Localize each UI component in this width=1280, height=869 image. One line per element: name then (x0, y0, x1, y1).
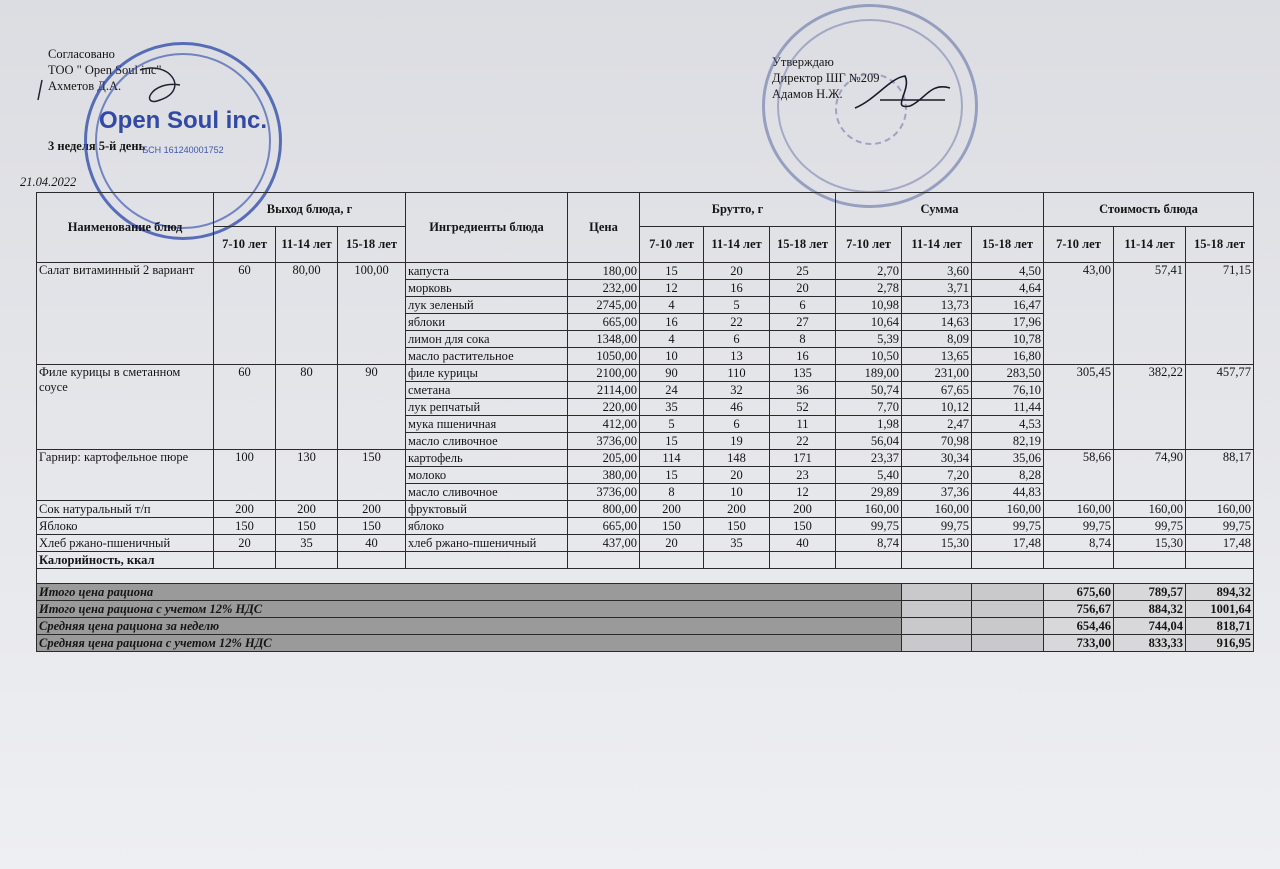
ingredient-sum: 7,20 (902, 467, 972, 484)
header-gross: Брутто, г (640, 193, 836, 227)
ingredient-sum: 2,70 (836, 263, 902, 280)
ingredient-gross: 6 (704, 331, 770, 348)
ingredient-sum: 37,36 (902, 484, 972, 501)
dish-yield: 60 (214, 365, 276, 450)
ingredient-price: 3736,00 (568, 433, 640, 450)
ingredient-sum: 160,00 (902, 501, 972, 518)
ingredient-gross: 8 (770, 331, 836, 348)
dish-yield: 150 (214, 518, 276, 535)
ingredient-gross: 20 (640, 535, 704, 552)
ingredient-sum: 2,47 (902, 416, 972, 433)
ingredient-sum: 10,98 (836, 297, 902, 314)
empty-cell (902, 552, 972, 569)
approval-right-line1: Утверждаю (772, 55, 834, 69)
ingredient-sum: 2,78 (836, 280, 902, 297)
dish-cost: 99,75 (1186, 518, 1254, 535)
age-header: 15-18 лет (770, 227, 836, 263)
empty-cell (1186, 552, 1254, 569)
dish-cost: 160,00 (1114, 501, 1186, 518)
empty-cell (902, 635, 972, 652)
dish-cost: 57,41 (1114, 263, 1186, 365)
dish-cost: 15,30 (1114, 535, 1186, 552)
total-value: 756,67 (1044, 601, 1114, 618)
ingredient-sum: 99,75 (836, 518, 902, 535)
signature-right (850, 70, 960, 120)
empty-cell (972, 618, 1044, 635)
stamp-company-name: Open Soul inc. (98, 107, 267, 134)
ingredient-gross: 200 (770, 501, 836, 518)
ingredient-gross: 90 (640, 365, 704, 382)
dish-yield: 100,00 (338, 263, 406, 365)
ingredient-name: фруктовый (406, 501, 568, 518)
ingredient-sum: 3,60 (902, 263, 972, 280)
ingredient-gross: 5 (704, 297, 770, 314)
ingredient-name: капуста (406, 263, 568, 280)
ingredient-gross: 27 (770, 314, 836, 331)
age-header: 11-14 лет (704, 227, 770, 263)
ingredient-gross: 15 (640, 433, 704, 450)
ingredient-name: лук зеленый (406, 297, 568, 314)
empty-cell (640, 552, 704, 569)
age-header: 15-18 лет (972, 227, 1044, 263)
calories-label: Калорийность, ккал (37, 552, 214, 569)
age-header: 7-10 лет (640, 227, 704, 263)
document-date: 21.04.2022 (20, 175, 77, 189)
ingredient-sum: 189,00 (836, 365, 902, 382)
total-row (37, 601, 1254, 618)
dish-yield: 80 (276, 365, 338, 450)
ingredient-gross: 20 (704, 263, 770, 280)
dish-yield: 200 (338, 501, 406, 518)
empty-cell (37, 569, 1254, 584)
age-header: 15-18 лет (1186, 227, 1254, 263)
dish-cost: 74,90 (1114, 450, 1186, 501)
age-header: 7-10 лет (1044, 227, 1114, 263)
ingredient-gross: 4 (640, 297, 704, 314)
ingredient-gross: 150 (704, 518, 770, 535)
ingredient-gross: 23 (770, 467, 836, 484)
total-value: 654,46 (1044, 618, 1114, 635)
dish-yield: 90 (338, 365, 406, 450)
empty-cell (1114, 552, 1186, 569)
ingredient-gross: 24 (640, 382, 704, 399)
total-value: 818,71 (1186, 618, 1254, 635)
ingredient-price: 232,00 (568, 280, 640, 297)
total-row (37, 584, 1254, 601)
header-cost: Стоимость блюда (1044, 193, 1254, 227)
table-row (37, 365, 1254, 382)
ingredient-sum: 70,98 (902, 433, 972, 450)
ingredient-sum: 44,83 (972, 484, 1044, 501)
dish-yield: 100 (214, 450, 276, 501)
ingredient-gross: 20 (704, 467, 770, 484)
dish-cost: 88,17 (1186, 450, 1254, 501)
dish-name: Филе курицы в сметанном соусе (37, 365, 214, 450)
ingredient-name: лук репчатый (406, 399, 568, 416)
dish-yield: 60 (214, 263, 276, 365)
ingredient-name: филе курицы (406, 365, 568, 382)
dish-yield: 150 (338, 518, 406, 535)
table-row (37, 535, 1254, 552)
ingredient-sum: 4,50 (972, 263, 1044, 280)
ingredient-sum: 5,40 (836, 467, 902, 484)
ingredient-price: 380,00 (568, 467, 640, 484)
ingredient-sum: 13,65 (902, 348, 972, 365)
empty-cell (704, 552, 770, 569)
ingredient-price: 2100,00 (568, 365, 640, 382)
total-value: 884,32 (1114, 601, 1186, 618)
age-header: 15-18 лет (338, 227, 406, 263)
header-price: Цена (568, 193, 640, 263)
header-ingredients: Ингредиенты блюда (406, 193, 568, 263)
ingredient-name: масло сливочное (406, 433, 568, 450)
approval-left-line3: Ахметов Д.А. (48, 79, 122, 93)
dish-cost: 160,00 (1044, 501, 1114, 518)
dish-yield: 20 (214, 535, 276, 552)
empty-cell (770, 552, 836, 569)
ingredient-sum: 7,70 (836, 399, 902, 416)
dish-cost: 8,74 (1044, 535, 1114, 552)
totals-body (37, 584, 1254, 652)
ingredient-price: 2745,00 (568, 297, 640, 314)
dish-yield: 35 (276, 535, 338, 552)
empty-cell (972, 584, 1044, 601)
empty-cell (972, 635, 1044, 652)
ingredient-gross: 150 (770, 518, 836, 535)
header-sum: Сумма (836, 193, 1044, 227)
ingredient-name: масло сливочное (406, 484, 568, 501)
ingredient-sum: 82,19 (972, 433, 1044, 450)
empty-cell (338, 552, 406, 569)
ingredient-gross: 6 (704, 416, 770, 433)
total-label: Средняя цена рациона с учетом 12% НДС (37, 635, 902, 652)
ingredient-price: 205,00 (568, 450, 640, 467)
total-label: Итого цена рациона (37, 584, 902, 601)
ingredient-price: 412,00 (568, 416, 640, 433)
signature-left (30, 60, 230, 120)
ingredient-sum: 160,00 (836, 501, 902, 518)
total-label: Средняя цена рациона за неделю (37, 618, 902, 635)
ingredient-price: 800,00 (568, 501, 640, 518)
ingredient-sum: 35,06 (972, 450, 1044, 467)
dish-yield: 150 (276, 518, 338, 535)
ingredient-gross: 36 (770, 382, 836, 399)
ingredient-price: 3736,00 (568, 484, 640, 501)
approval-left-line2: ТОО " Open Soul inc" (48, 63, 162, 77)
ingredient-name: яблоко (406, 518, 568, 535)
age-header: 7-10 лет (836, 227, 902, 263)
ingredient-sum: 10,78 (972, 331, 1044, 348)
dish-yield: 80,00 (276, 263, 338, 365)
ingredient-gross: 40 (770, 535, 836, 552)
empty-cell (972, 601, 1044, 618)
empty-cell (214, 552, 276, 569)
dish-name: Гарнир: картофельное пюре (37, 450, 214, 501)
ingredient-sum: 50,74 (836, 382, 902, 399)
ingredient-gross: 32 (704, 382, 770, 399)
approval-left-line1: Согласовано (48, 47, 115, 61)
age-header: 11-14 лет (902, 227, 972, 263)
ingredient-sum: 17,48 (972, 535, 1044, 552)
ingredient-sum: 4,64 (972, 280, 1044, 297)
ingredient-gross: 10 (704, 484, 770, 501)
ingredient-name: морковь (406, 280, 568, 297)
dish-yield: 130 (276, 450, 338, 501)
ingredient-sum: 4,53 (972, 416, 1044, 433)
ingredient-name: хлеб ржано-пшеничный (406, 535, 568, 552)
ingredient-sum: 14,63 (902, 314, 972, 331)
ingredient-gross: 4 (640, 331, 704, 348)
ingredient-name: мука пшеничная (406, 416, 568, 433)
ingredient-price: 665,00 (568, 518, 640, 535)
menu-body (37, 263, 1254, 584)
ingredient-sum: 283,50 (972, 365, 1044, 382)
dish-name: Яблоко (37, 518, 214, 535)
ingredient-price: 437,00 (568, 535, 640, 552)
ingredient-sum: 16,47 (972, 297, 1044, 314)
header-yield: Выход блюда, г (214, 193, 406, 227)
total-row (37, 635, 1254, 652)
ingredient-sum: 99,75 (902, 518, 972, 535)
ingredient-gross: 110 (704, 365, 770, 382)
ingredient-sum: 8,09 (902, 331, 972, 348)
ingredient-name: картофель (406, 450, 568, 467)
empty-cell (902, 601, 972, 618)
ingredient-sum: 15,30 (902, 535, 972, 552)
ingredient-gross: 15 (640, 263, 704, 280)
ingredient-gross: 46 (704, 399, 770, 416)
dish-cost: 99,75 (1044, 518, 1114, 535)
total-value: 1001,64 (1186, 601, 1254, 618)
dish-name: Хлеб ржано-пшеничный (37, 535, 214, 552)
empty-cell (972, 552, 1044, 569)
dish-cost: 99,75 (1114, 518, 1186, 535)
dish-yield: 40 (338, 535, 406, 552)
ingredient-gross: 6 (770, 297, 836, 314)
ingredient-gross: 10 (640, 348, 704, 365)
empty-cell (902, 618, 972, 635)
ingredient-gross: 13 (704, 348, 770, 365)
ingredient-sum: 11,44 (972, 399, 1044, 416)
menu-table (36, 192, 1254, 652)
table-row (37, 263, 1254, 280)
ingredient-price: 1050,00 (568, 348, 640, 365)
ingredient-gross: 150 (640, 518, 704, 535)
ingredient-gross: 20 (770, 280, 836, 297)
ingredient-sum: 67,65 (902, 382, 972, 399)
ingredient-sum: 99,75 (972, 518, 1044, 535)
empty-cell (1044, 552, 1114, 569)
ingredient-gross: 114 (640, 450, 704, 467)
empty-cell (568, 552, 640, 569)
total-value: 744,04 (1114, 618, 1186, 635)
ingredient-gross: 19 (704, 433, 770, 450)
ingredient-gross: 5 (640, 416, 704, 433)
dish-yield: 200 (214, 501, 276, 518)
ingredient-name: масло растительное (406, 348, 568, 365)
ingredient-sum: 56,04 (836, 433, 902, 450)
approval-right-line2: Директор ШГ №209 (772, 71, 880, 85)
ingredient-gross: 200 (640, 501, 704, 518)
age-header: 11-14 лет (1114, 227, 1186, 263)
age-header: 7-10 лет (214, 227, 276, 263)
dish-yield: 200 (276, 501, 338, 518)
empty-cell (406, 552, 568, 569)
ingredient-sum: 30,34 (902, 450, 972, 467)
dish-cost: 43,00 (1044, 263, 1114, 365)
ingredient-gross: 16 (704, 280, 770, 297)
ingredient-name: молоко (406, 467, 568, 484)
ingredient-gross: 11 (770, 416, 836, 433)
header-dish-name: Наименование блюд (37, 193, 214, 263)
dish-name: Сок натуральный т/п (37, 501, 214, 518)
ingredient-gross: 15 (640, 467, 704, 484)
spacer-row (37, 569, 1254, 584)
dish-cost: 71,15 (1186, 263, 1254, 365)
empty-cell (902, 584, 972, 601)
ingredient-gross: 135 (770, 365, 836, 382)
ingredient-gross: 35 (704, 535, 770, 552)
dish-cost: 305,45 (1044, 365, 1114, 450)
ingredient-name: яблоки (406, 314, 568, 331)
total-value: 675,60 (1044, 584, 1114, 601)
ingredient-gross: 200 (704, 501, 770, 518)
dish-cost: 160,00 (1186, 501, 1254, 518)
dish-name: Салат витаминный 2 вариант (37, 263, 214, 365)
ingredient-sum: 10,64 (836, 314, 902, 331)
ingredient-sum: 1,98 (836, 416, 902, 433)
ingredient-sum: 23,37 (836, 450, 902, 467)
total-value: 916,95 (1186, 635, 1254, 652)
ingredient-name: сметана (406, 382, 568, 399)
table-row (37, 501, 1254, 518)
ingredient-sum: 76,10 (972, 382, 1044, 399)
ingredient-price: 2114,00 (568, 382, 640, 399)
table-row (37, 518, 1254, 535)
ingredient-gross: 22 (770, 433, 836, 450)
ingredient-gross: 12 (640, 280, 704, 297)
ingredient-sum: 5,39 (836, 331, 902, 348)
stamp-bin: БСН 161240001752 (142, 145, 224, 155)
total-label: Итого цена рациона с учетом 12% НДС (37, 601, 902, 618)
ingredient-gross: 16 (770, 348, 836, 365)
ingredient-gross: 8 (640, 484, 704, 501)
dish-cost: 457,77 (1186, 365, 1254, 450)
approval-right-line3: Адамов Н.Ж. (772, 87, 843, 101)
ingredient-gross: 12 (770, 484, 836, 501)
dish-yield: 150 (338, 450, 406, 501)
ingredient-sum: 29,89 (836, 484, 902, 501)
ingredient-gross: 16 (640, 314, 704, 331)
ingredient-sum: 3,71 (902, 280, 972, 297)
total-row (37, 618, 1254, 635)
ingredient-sum: 13,73 (902, 297, 972, 314)
ingredient-gross: 148 (704, 450, 770, 467)
ingredient-sum: 8,28 (972, 467, 1044, 484)
dish-cost: 17,48 (1186, 535, 1254, 552)
empty-cell (836, 552, 902, 569)
dish-cost: 382,22 (1114, 365, 1186, 450)
ingredient-sum: 8,74 (836, 535, 902, 552)
week-day-title: 3 неделя 5-й день (48, 139, 146, 153)
total-value: 789,57 (1114, 584, 1186, 601)
ingredient-name: лимон для сока (406, 331, 568, 348)
ingredient-price: 220,00 (568, 399, 640, 416)
ingredient-gross: 171 (770, 450, 836, 467)
calories-row (37, 552, 1254, 569)
ingredient-price: 1348,00 (568, 331, 640, 348)
ingredient-price: 665,00 (568, 314, 640, 331)
empty-cell (276, 552, 338, 569)
ingredient-sum: 17,96 (972, 314, 1044, 331)
ingredient-gross: 22 (704, 314, 770, 331)
ingredient-gross: 52 (770, 399, 836, 416)
ingredient-sum: 10,50 (836, 348, 902, 365)
total-value: 733,00 (1044, 635, 1114, 652)
total-value: 833,33 (1114, 635, 1186, 652)
ingredient-sum: 160,00 (972, 501, 1044, 518)
ingredient-sum: 231,00 (902, 365, 972, 382)
age-header: 11-14 лет (276, 227, 338, 263)
ingredient-sum: 10,12 (902, 399, 972, 416)
ingredient-gross: 25 (770, 263, 836, 280)
ingredient-price: 180,00 (568, 263, 640, 280)
ingredient-sum: 16,80 (972, 348, 1044, 365)
ingredient-gross: 35 (640, 399, 704, 416)
table-row (37, 450, 1254, 467)
total-value: 894,32 (1186, 584, 1254, 601)
dish-cost: 58,66 (1044, 450, 1114, 501)
